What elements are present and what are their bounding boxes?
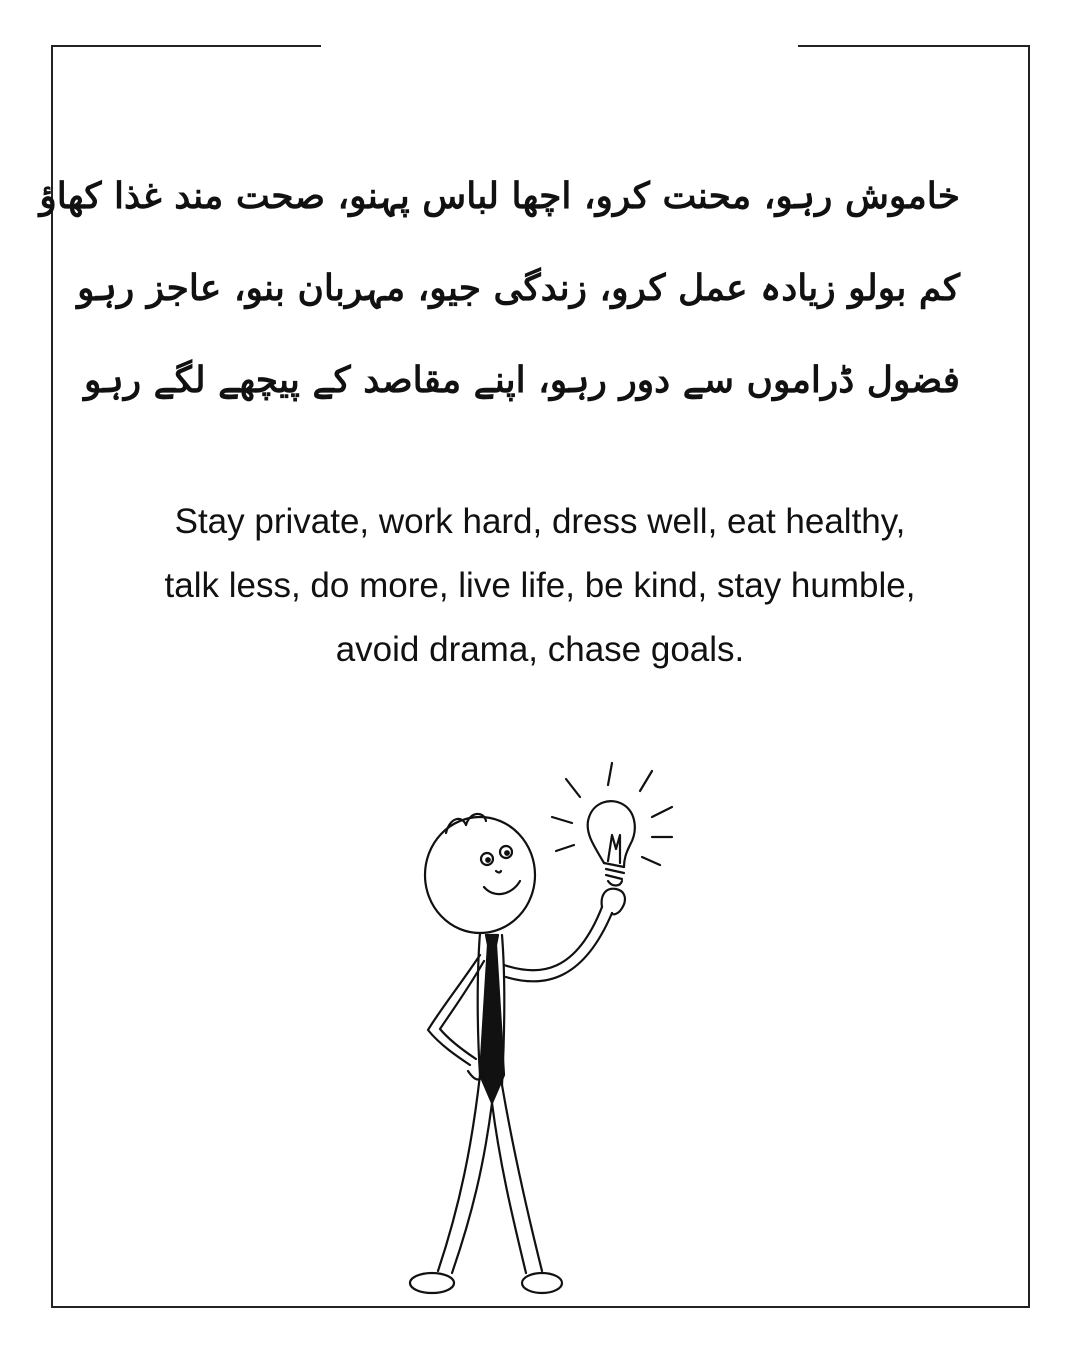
- light-rays-icon: [552, 763, 672, 865]
- head-icon: [425, 814, 535, 933]
- urdu-quote-line-1: خاموش رہو، محنت کرو، اچھا لباس پہنو، صحت مند غذا کھاؤ: [39, 175, 960, 217]
- right-leg-outer-line: [502, 1085, 542, 1271]
- left-leg-outer-line: [438, 1075, 480, 1271]
- right-foot-icon: [522, 1273, 562, 1293]
- footer-watermark: [400, 1318, 540, 1328]
- right-hand-line: [602, 889, 625, 915]
- english-quote-line-2: talk less, do more, live life, be kind, stay humble,: [164, 566, 916, 605]
- english-quote: [90, 490, 990, 682]
- frame-top-left-line: [51, 45, 321, 47]
- english-quote-line-1: Stay private, work hard, dress well, eat healthy,: [174, 502, 906, 541]
- frame-top-right-line: [798, 45, 1029, 47]
- torso-right-line: [502, 935, 504, 1085]
- lightbulb-icon: [588, 801, 635, 885]
- left-foot-icon: [410, 1273, 454, 1293]
- urdu-quote: [39, 150, 960, 426]
- frame-bottom-line: [51, 1306, 1030, 1308]
- english-quote-line-3: avoid drama, chase goals.: [335, 630, 745, 669]
- frame-right-line: [1028, 45, 1030, 1307]
- urdu-quote-line-3: فضول ڈراموں سے دور رہو، اپنے مقاصد کے پیچھے لگے رہو: [84, 359, 960, 401]
- left-hand-line: [468, 1071, 480, 1080]
- urdu-quote-line-2: کم بولو زیادہ عمل کرو، زندگی جیو، مہربان بنو، عاجز رہو: [77, 267, 960, 309]
- stick-figure-with-lightbulb-icon: [380, 745, 700, 1305]
- right-arm-inner-line: [506, 913, 612, 981]
